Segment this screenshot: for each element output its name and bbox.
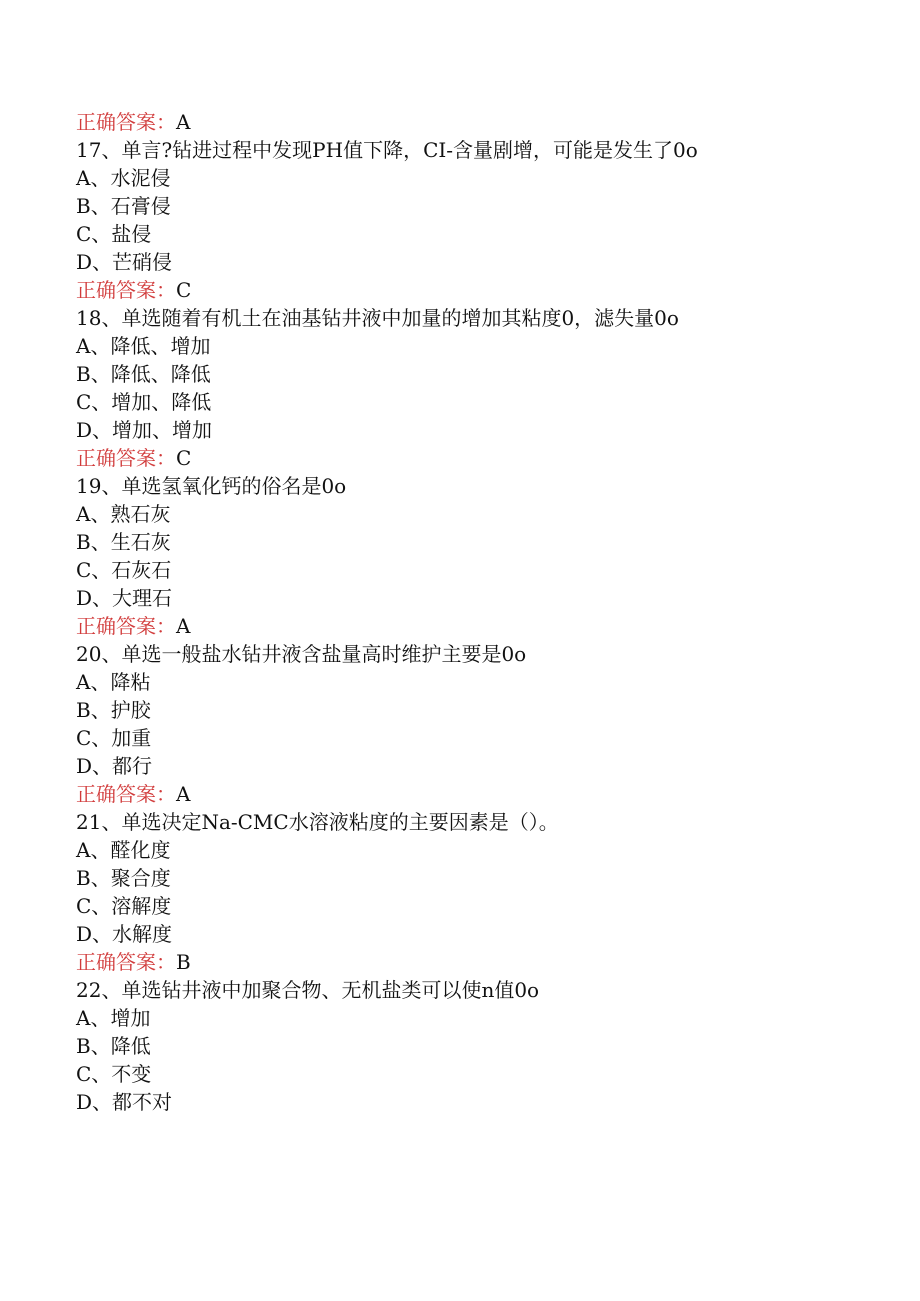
question-text: 20、单选一般盐水钻井液含盐量高时维护主要是0o	[76, 642, 527, 666]
answer-label: 正确答案：	[76, 446, 176, 470]
option-item: A、降低、增加	[76, 334, 211, 358]
option-item: B、降低	[76, 1034, 151, 1058]
option-item: A、醛化度	[76, 838, 171, 862]
option-item: D、芒硝侵	[76, 250, 173, 274]
question-text: 22、单选钻井液中加聚合物、无机盐类可以使n值0o	[76, 978, 540, 1002]
answer-value: A	[176, 110, 191, 134]
answer-line	[76, 108, 698, 136]
option-item: D、水解度	[76, 922, 173, 946]
answer-label: 正确答案：	[76, 614, 176, 638]
answer-value: C	[176, 278, 192, 302]
option-item: C、不变	[76, 1062, 152, 1086]
option-item: C、溶解度	[76, 894, 172, 918]
option-item: C、石灰石	[76, 558, 172, 582]
option-item: B、生石灰	[76, 530, 171, 554]
option-item: B、石膏侵	[76, 194, 171, 218]
option-item: B、护胶	[76, 698, 151, 722]
option-item: D、都不对	[76, 1090, 173, 1114]
option-item: A、降粘	[76, 670, 151, 694]
option-item: A、熟石灰	[76, 502, 171, 526]
answer-line	[76, 612, 698, 640]
option-item: A、增加	[76, 1006, 151, 1030]
question-text: 21、单选决定Na-CMC水溶液粘度的主要因素是（）。	[76, 810, 559, 834]
question-text: 17、单言?钻进过程中发现PH值下降，CI-含量剧增，可能是发生了0o	[76, 138, 698, 162]
option-item: D、增加、增加	[76, 418, 213, 442]
answer-line	[76, 444, 698, 472]
answer-line	[76, 948, 698, 976]
answer-label: 正确答案：	[76, 950, 176, 974]
option-item: B、聚合度	[76, 866, 171, 890]
answer-label: 正确答案：	[76, 278, 176, 302]
answer-value: B	[176, 950, 191, 974]
option-item: A、水泥侵	[76, 166, 171, 190]
option-item: D、都行	[76, 754, 153, 778]
answer-value: A	[176, 782, 191, 806]
option-item: C、增加、降低	[76, 390, 212, 414]
question-text: 18、单选随着有机土在油基钻井液中加量的增加其粘度0，滤失量0o	[76, 306, 679, 330]
option-item: C、加重	[76, 726, 152, 750]
answer-value: A	[176, 614, 191, 638]
answer-value: C	[176, 446, 192, 470]
option-item: D、大理石	[76, 586, 173, 610]
answer-label: 正确答案：	[76, 110, 176, 134]
answer-line	[76, 276, 698, 304]
answer-label: 正确答案：	[76, 782, 176, 806]
option-item: B、降低、降低	[76, 362, 211, 386]
question-text: 19、单选氢氧化钙的俗名是0o	[76, 474, 347, 498]
question-list	[76, 108, 698, 1116]
option-item: C、盐侵	[76, 222, 152, 246]
answer-line	[76, 780, 698, 808]
